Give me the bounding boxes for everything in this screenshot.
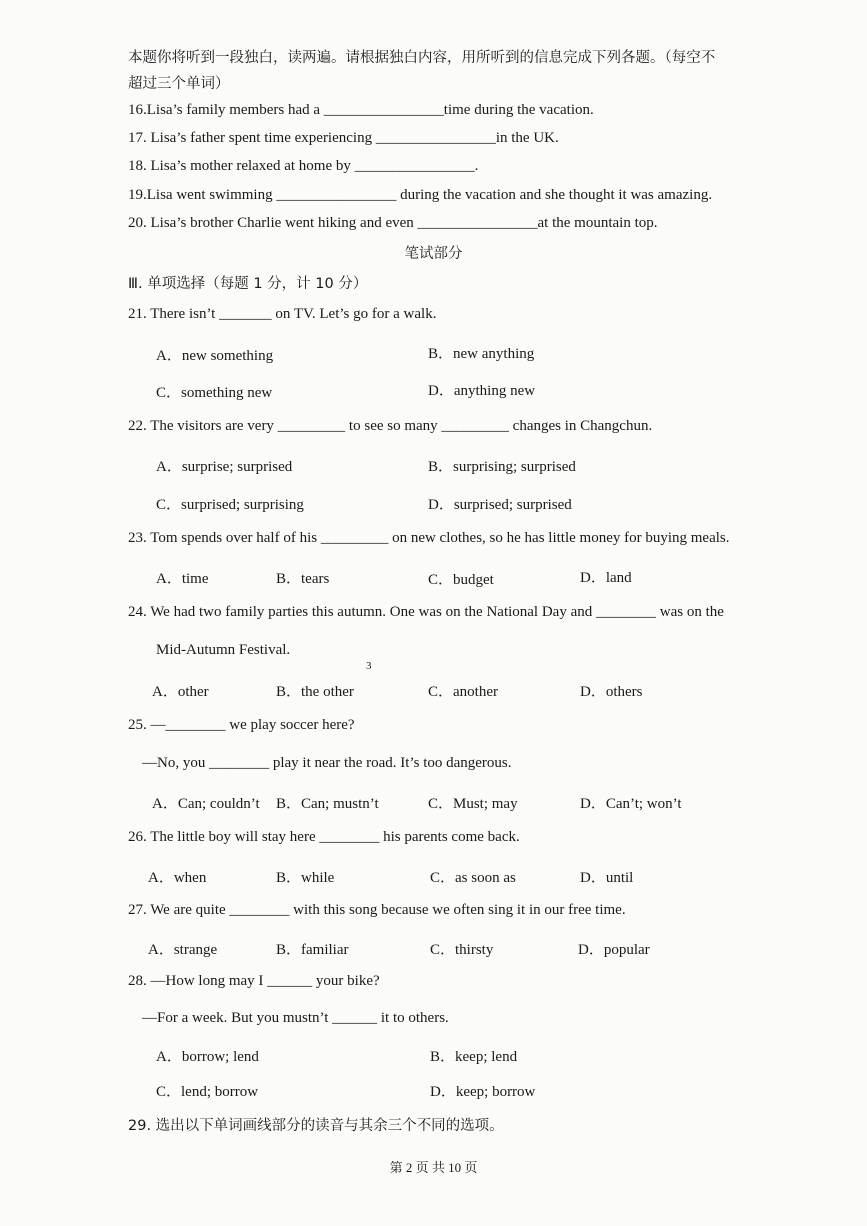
question-27-option-b: B．familiar [276,942,349,958]
question-27-option-d: D．popular [578,942,650,958]
question-21-option-b: B．new anything [428,346,535,362]
question-28-option-d: D．keep; borrow [430,1084,536,1100]
question-25-stem: 25. —________ we play soccer here? [128,717,355,733]
listening-instruction-line2: 超过三个单词） [128,76,230,92]
question-28-stem-line2: —For a week. But you mustn’t ______ it to others. [142,1010,449,1026]
question-25-stem-line2: —No, you ________ play it near the road. It’s too dangerous. [142,755,512,771]
question-24-option-c: C．another [428,684,498,700]
question-23-option-d: D．land [580,570,632,586]
question-22-stem: 22. The visitors are very _________ to see so many _________ changes in Changchun. [128,418,653,434]
listening-instruction-line1: 本题你将听到一段独白，读两遍。请根据独白内容，用所听到的信息完成下列各题。（每空不 [128,50,716,66]
written-section-title: 笔试部分 [404,246,463,262]
question-24-option-d: D．others [580,684,643,700]
question-26-option-c: C．as soon as [430,870,516,886]
question-27-option-a: A．strange [148,942,218,958]
question-22-option-a: A．surprise; surprised [156,459,293,475]
question-27-stem: 27. We are quite ________ with this song because we often sing it in our free time. [128,902,626,918]
question-27-option-c: C．thirsty [430,942,494,958]
question-29-stem: 29. 选出以下单词画线部分的读音与其余三个不同的选项。 [128,1118,504,1134]
question-24-stem-line2: Mid-Autumn Festival. [156,642,291,658]
question-28-option-b: B．keep; lend [430,1049,518,1065]
question-23-option-a: A．time [156,571,209,587]
question-26-option-a: A．when [148,870,207,886]
question-22-option-d: D．surprised; surprised [428,497,572,513]
question-21-option-d: D．anything new [428,383,536,399]
question-21-option-a: A．new something [156,348,274,364]
question-26-stem: 26. The little boy will stay here ________ his parents come back. [128,829,520,845]
question-21-option-c: C．something new [156,385,273,401]
question-22-option-b: B．surprising; surprised [428,459,576,475]
question-21-stem: 21. There isn’t _______ on TV. Let’s go for a walk. [128,306,437,322]
question-22-option-c: C．surprised; surprising [156,497,304,513]
question-23-option-b: B．tears [276,571,330,587]
question-26-option-d: D．until [580,870,634,886]
question-25-option-c: C．Must; may [428,796,518,812]
question-17: 17. Lisa’s father spent time experiencing ________________in the UK. [128,130,559,146]
question-24-option-b: B．the other [276,684,354,700]
question-28-option-c: C．lend; borrow [156,1084,259,1100]
page-footer: 第 2 页 共 10 页 [389,1160,478,1175]
question-25-option-a: A．Can; couldn’t [152,796,260,812]
question-23-option-c: C．budget [428,572,494,588]
question-18: 18. Lisa’s mother relaxed at home by ________________. [128,158,479,174]
question-19: 19.Lisa went swimming ________________ during the vacation and she thought it was amazing. [128,187,713,203]
question-25-option-b: B．Can; mustn’t [276,796,379,812]
question-20: 20. Lisa’s brother Charlie went hiking and even ________________at the mountain top. [128,215,658,231]
question-28-option-a: A．borrow; lend [156,1049,259,1065]
question-25-option-d: D．Can’t; won’t [580,796,682,812]
question-28-stem: 28. —How long may I ______ your bike? [128,973,380,989]
question-23-stem: 23. Tom spends over half of his _________ on new clothes, so he has little money for buying meals. [128,530,730,546]
question-26-option-b: B．while [276,870,335,886]
question-16: 16.Lisa’s family members had a ________________time during the vacation. [128,102,594,118]
question-24-option-a: A．other [152,684,209,700]
question-24-stem: 24. We had two family parties this autumn. One was on the National Day and ________ was on the [128,604,724,620]
handwritten-mark: 3 [366,660,372,672]
section-3-title: Ⅲ. 单项选择（每题 1 分，计 10 分） [128,276,368,292]
